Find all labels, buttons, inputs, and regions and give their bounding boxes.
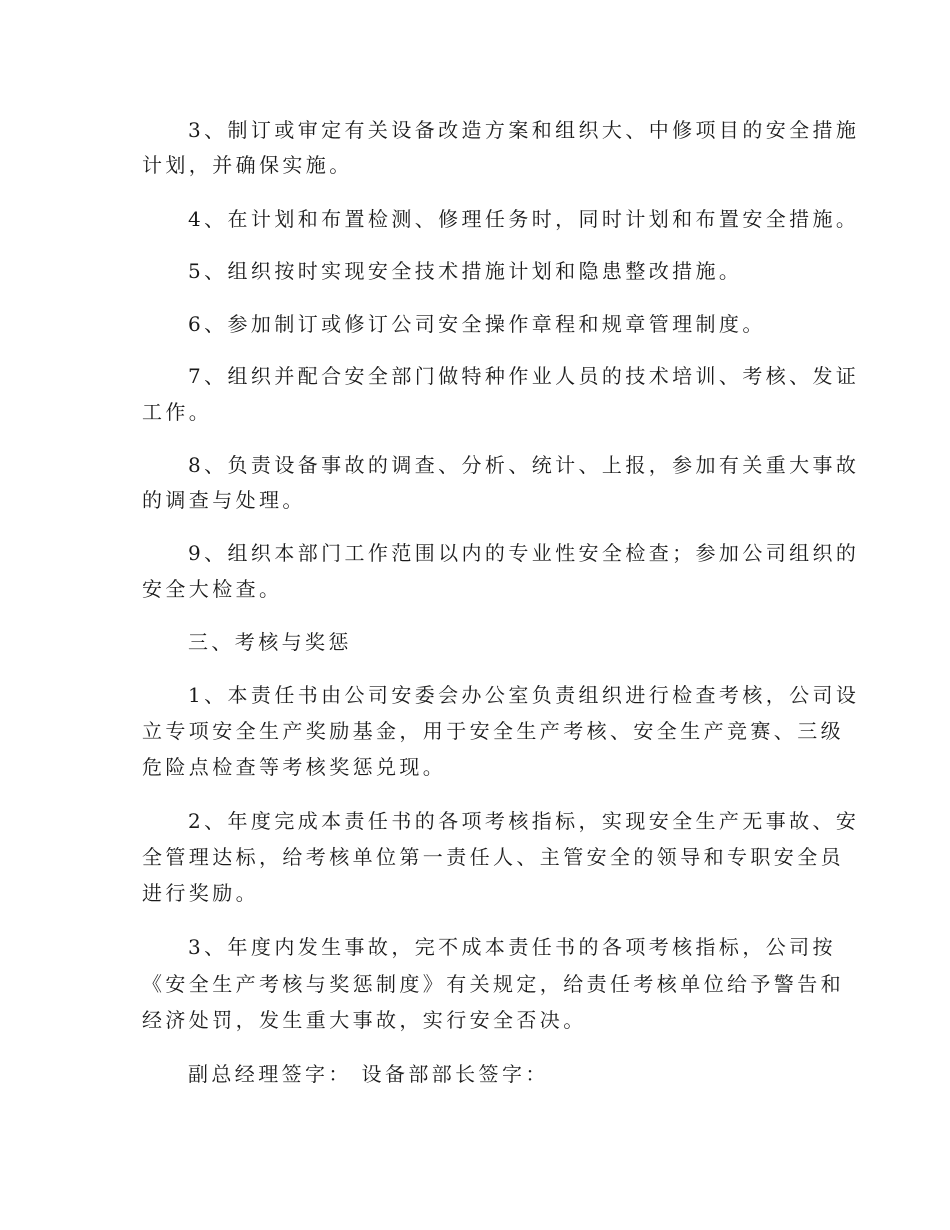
assessment-2-line-2: 全管理达标，给考核单位第一责任人、主管安全的领导和专职安全员 — [142, 845, 844, 869]
paragraph-5-line-1: 5、组织按时实现安全技术措施计划和隐患整改措施。 — [188, 259, 743, 283]
assessment-1-line-2: 立专项安全生产奖励基金，用于安全生产考核、安全生产竞赛、三级 — [142, 719, 844, 743]
paragraph-7-line-1: 7、组织并配合安全部门做特种作业人员的技术培训、考核、发证 — [188, 364, 860, 388]
paragraph-8-line-1: 8、负责设备事故的调查、分析、统计、上报，参加有关重大事故 — [188, 453, 860, 477]
paragraph-4-line-1: 4、在计划和布置检测、修理任务时，同时计划和布置安全措施。 — [188, 207, 860, 231]
assessment-1-line-3: 危险点检查等考核奖惩兑现。 — [142, 755, 447, 779]
assessment-1-line-1: 1、本责任书由公司安委会办公室负责组织进行检查考核，公司设 — [188, 683, 860, 707]
paragraph-6-line-1: 6、参加制订或修订公司安全操作章程和规章管理制度。 — [188, 312, 766, 336]
paragraph-3-line-1: 3、制订或审定有关设备改造方案和组织大、中修项目的安全措施 — [188, 118, 860, 142]
paragraph-3-line-2: 计划，并确保实施。 — [142, 153, 353, 177]
paragraph-9-line-1: 9、组织本部门工作范围以内的专业性安全检查；参加公司组织的 — [188, 541, 860, 565]
assessment-3-line-2: 《安全生产考核与奖惩制度》有关规定，给责任考核单位给予警告和 — [142, 972, 844, 996]
paragraph-8-line-2: 的调查与处理。 — [142, 488, 306, 512]
signature-line: 副总经理签字： 设备部部长签字： — [188, 1062, 549, 1086]
assessment-3-line-3: 经济处罚，发生重大事故，实行安全否决。 — [142, 1008, 587, 1032]
assessment-2-line-1: 2、年度完成本责任书的各项考核指标，实现安全生产无事故、安 — [188, 809, 860, 833]
assessment-3-line-1: 3、年度内发生事故，完不成本责任书的各项考核指标，公司按 — [188, 935, 836, 959]
paragraph-7-line-2: 工作。 — [142, 400, 213, 424]
assessment-2-line-3: 进行奖励。 — [142, 881, 259, 905]
section-heading: 三、考核与奖惩 — [188, 630, 352, 654]
paragraph-9-line-2: 安全大检查。 — [142, 577, 283, 601]
